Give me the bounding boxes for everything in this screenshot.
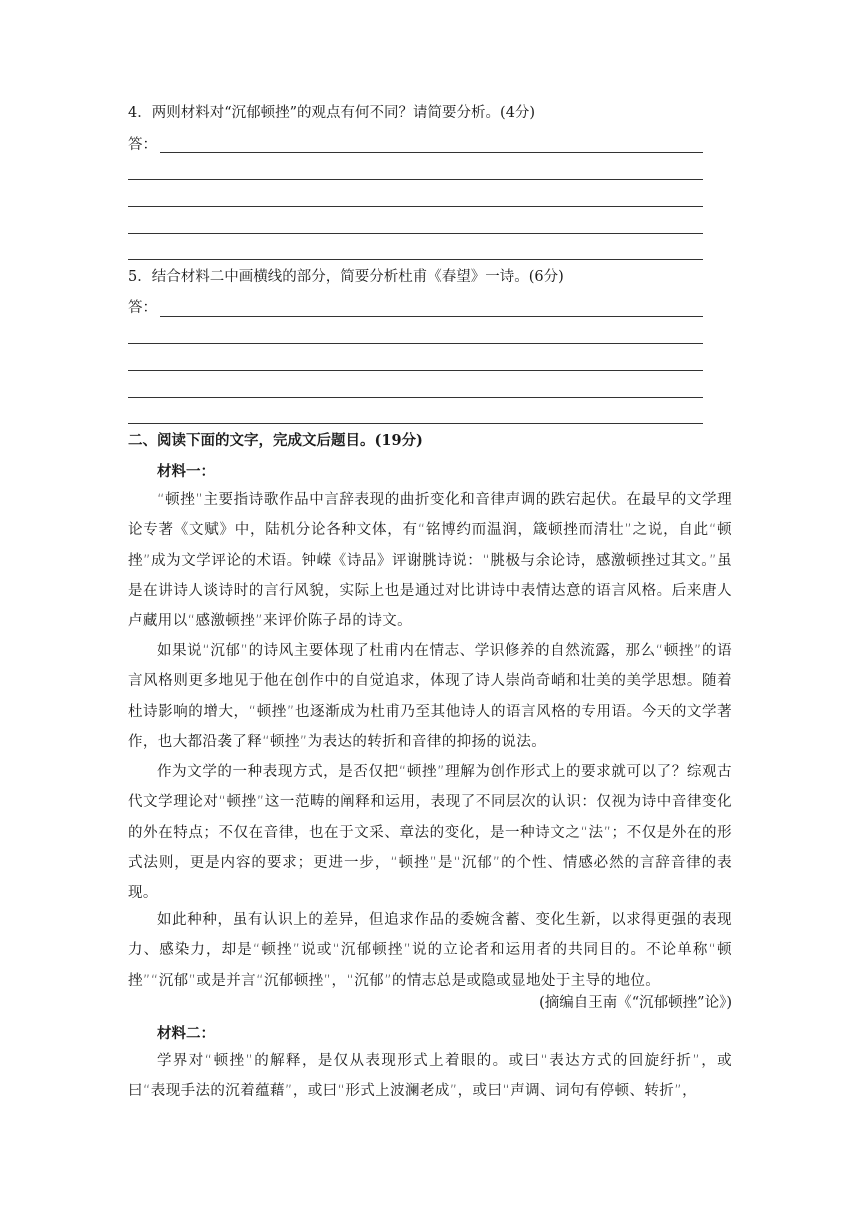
material-1-label: 材料一： bbox=[157, 463, 215, 480]
material-1-paragraph: “顿挫”主要指诗歌作品中言辞表现的曲折变化和音律声调的跌宕起伏。在最早的文学理论专著《文赋》中，陆机分论各种文体，有“铭博约而温润，箴顿挫而清壮”之说，自此“顿挫”成为文学评论的术语。钟嵘《诗品》评谢朓诗说：“朓极与余论诗，感激顿挫过其文。”虽是在讲诗人谈诗时的言行风貌，实际上也是通过对比讲诗中表情达意的语言风格。后来唐人卢藏用以“感激顿挫”来评价陈子昂的诗文。 bbox=[128, 492, 732, 630]
material-1-paragraph: 如果说“沉郁”的诗风主要体现了杜甫内在情志、学识修养的自然流露，那么“顿挫”的语言风格则更多地见于他在创作中的自觉追求，体现了诗人崇尚奇峭和壮美的美学思想。随着杜诗影响的增大，“顿挫”也逐渐成为杜甫乃至其他诗人的语言风格的专用语。今天的文学著作，也大都沿袭了释“顿挫”为表达的转折和音律的抑扬的说法。 bbox=[128, 643, 732, 750]
answer-line[interactable] bbox=[128, 397, 703, 398]
answer-line[interactable] bbox=[128, 423, 703, 424]
answer-label-4: 答： bbox=[128, 137, 157, 153]
answer-line[interactable] bbox=[128, 179, 703, 180]
question-4: 4．两则材料对“沉郁顿挫”的观点有何不同？请简要分析。(4分) bbox=[128, 105, 536, 121]
material-2-paragraph: 学界对“顿挫”的解释，是仅从表现形式上着眼的。或曰“表达方式的回旋纡折”，或曰“表现手法的沉着蕴藉”，或曰“形式上波澜老成”，或曰“声调、词句有停顿、转折”， bbox=[128, 1053, 732, 1100]
material-2-label: 材料二： bbox=[157, 1025, 215, 1042]
answer-line[interactable] bbox=[160, 316, 703, 317]
answer-line[interactable] bbox=[128, 370, 703, 371]
answer-line[interactable] bbox=[128, 206, 703, 207]
material-1-paragraph: 作为文学的一种表现方式，是否仅把“顿挫”理解为创作形式上的要求就可以了？综观古代文学理论对“顿挫”这一范畴的阐释和运用，表现了不同层次的认识：仅视为诗中音律变化的外在特点；不仅在音律，也在于文采、章法的变化，是一种诗文之“法”；不仅是外在的形式法则，更是内容的要求；更进一步，“顿挫”是“沉郁”的个性、情感必然的言辞音律的表现。 bbox=[128, 764, 732, 902]
answer-line[interactable] bbox=[128, 343, 703, 344]
material-1-paragraph: 如此种种，虽有认识上的差异，但追求作品的委婉含蓄、变化生新，以求得更强的表现力、感染力，却是“顿挫”说或“沉郁顿挫”说的立论者和运用者的共同目的。不论单称“顿挫”“沉郁”或是并言“沉郁顿挫”，“沉郁”的情志总是或隐或显地处于主导的地位。 bbox=[128, 912, 732, 989]
answer-line[interactable] bbox=[160, 152, 703, 153]
section-heading: 二、阅读下面的文字，完成文后题目。(19分) bbox=[128, 432, 423, 449]
answer-line[interactable] bbox=[128, 233, 703, 234]
question-5: 5．结合材料二中画横线的部分，简要分析杜甫《春望》一诗。(6分) bbox=[128, 269, 564, 285]
answer-line[interactable] bbox=[128, 259, 703, 260]
material-1-source: (摘编自王南《“沉郁顿挫”论》) bbox=[539, 995, 732, 1011]
answer-label-5: 答： bbox=[128, 300, 157, 316]
